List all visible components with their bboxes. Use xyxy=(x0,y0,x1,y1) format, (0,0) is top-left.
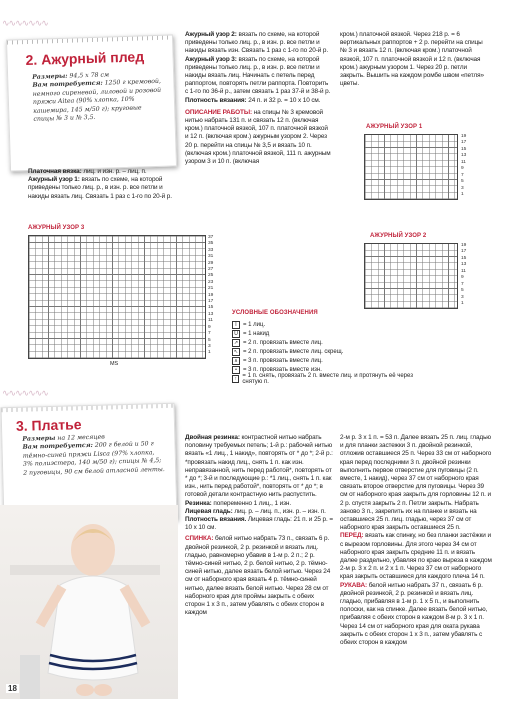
legend-text: = 1 лиц. xyxy=(243,321,266,328)
paragraph xyxy=(28,168,176,176)
row-number: 5 xyxy=(208,337,211,343)
row-number: 19 xyxy=(461,134,467,139)
row-number: 1 xyxy=(208,350,211,356)
row-number: 15 xyxy=(461,146,467,152)
row-number: 31 xyxy=(208,254,214,260)
legend-item xyxy=(232,320,422,329)
text-column-1 xyxy=(28,168,176,201)
para-label: РУКАВА: xyxy=(340,581,368,589)
decorative-wave: ∿∿∿∿∿∿∿ xyxy=(2,388,48,398)
paragraph xyxy=(185,97,332,105)
para-label: Двойная резинка: xyxy=(185,434,240,441)
para-label: Лицевая гладь: xyxy=(185,507,233,515)
size-label: Размеры xyxy=(22,434,56,443)
para-label: СПИНКА: xyxy=(185,535,214,543)
notebook-holes xyxy=(7,35,172,44)
row-number: 17 xyxy=(208,299,214,305)
row-number: 13 xyxy=(461,153,467,159)
row-number: 1 xyxy=(461,301,464,307)
row-number: 13 xyxy=(461,262,467,268)
para-label: Ажурный узор 3: xyxy=(185,55,237,63)
size-label: Размеры: xyxy=(32,72,68,81)
paragraph xyxy=(185,56,332,97)
size-value: на 12 месяцев xyxy=(57,433,105,442)
para-text: 24 п. и 32 р. = 10 х 10 см. xyxy=(246,96,321,104)
legend-item xyxy=(232,356,422,365)
legend-title: УСЛОВНЫЕ ОБОЗНАЧЕНИЯ xyxy=(232,310,318,316)
row-number: 23 xyxy=(208,279,214,285)
row-number: 35 xyxy=(208,241,214,247)
decorative-wave: ∿∿∿∿∿∿∿ xyxy=(2,18,48,28)
para-label: Ажурный узор 2: xyxy=(185,31,237,38)
para-text: лиц. и изн. р. – лиц. п. xyxy=(81,168,147,175)
row-number: 9 xyxy=(461,275,464,281)
para-label: Резинка: xyxy=(185,499,212,507)
para-text: Лицевая гладь: 21 п. и 25 р. = 10 х 10 см. xyxy=(185,516,333,532)
paragraph xyxy=(340,532,492,581)
pattern3-title: АЖУРНЫЙ УЗОР 3 xyxy=(28,225,85,231)
para-label: Платочная вязка: xyxy=(28,168,82,175)
row-number: 3 xyxy=(461,185,464,191)
row-number: 21 xyxy=(208,286,214,292)
row-number: 9 xyxy=(208,324,211,330)
row-number: 37 xyxy=(208,235,214,240)
dress-text-column-2 xyxy=(185,434,335,617)
row-number: 17 xyxy=(461,140,467,146)
row-number: 33 xyxy=(208,247,214,253)
baby-photo xyxy=(0,505,178,699)
para-label: ПЕРЕД: xyxy=(340,532,364,540)
para-text: попеременно 1 лиц., 1 изн. xyxy=(211,499,292,507)
text-column-3: кром.) платочной вязкой. Через 218 р. = 6 вертикальных раппортов + 2 р. перейти на спицы № 3 и вязать 12 п. (включая кром.) платочной вязкой, 107 п. платочной вязкой и 12 п. (включая кром.) ажурным узором 1. Через 20 р. петли закрыть. Вышить на каждом ромбе швом «петля» цветы. xyxy=(340,31,484,88)
legend-text: = 3 п. провязать вместе изн. xyxy=(243,366,322,373)
para-text: белой нитью набрать 37 п., связать 6 р. двойной резинкой, 2 р. резинкой и вязать лиц. гладью, прибавляя в 1-м р. 1 х 5 п., и выполнить полоски, как на спинке. Далее вязать белой нитью, прибавляя с обеих сторон в каждом 8-м р. 3 х 1 п. Через 14 см от наборного края для оката рукава закрыть с обеих сторон 1 х 3 п., затем убавлять с обеих сторон в каждом xyxy=(340,581,488,647)
note-text-dress xyxy=(22,432,165,478)
legend xyxy=(232,320,422,383)
row-number: 29 xyxy=(208,260,214,266)
row-number: 13 xyxy=(208,311,214,317)
para-label: Плотность вязания: xyxy=(185,96,247,104)
note-text-plaid xyxy=(32,70,164,124)
row-number: 1 xyxy=(461,192,464,198)
legend-item xyxy=(232,347,422,356)
page-number: 18 xyxy=(8,684,17,693)
paragraph xyxy=(185,508,335,516)
legend-symbol: • xyxy=(232,366,240,374)
legend-item xyxy=(232,374,422,383)
pattern2-title: АЖУРНЫЙ УЗОР 2 xyxy=(370,233,427,239)
para-text: белой нитью набрать 73 п., связать 6 р. двойной резинкой, 2 р. резинкой и вязать лиц. гладью, равномерно убавив в 1-м р. 2 п.; 2 р. тёмно-синей нитью, 2 р. белой нитью, 2 р. тёмно-синей нитью, далее вязать белой нитью. Через 24 см от наборного края вязать 4 р. тёмно-синей нитью, далее вязать белой нитью. Через 28 см от наборного края для проймы закрыть с обеих сторон 1 х 3 п., затем убавлять с обеих сторон в каждом xyxy=(185,535,331,617)
row-number: 7 xyxy=(461,281,464,287)
row-number: 11 xyxy=(461,268,466,274)
para-text: вязать по схеме, на которой приведены только лиц. р., в изн. р. все петли и накиды вязать изн. Связать 1 раз с 1-го по 20-й р. xyxy=(185,31,329,55)
legend-symbol: ↑ xyxy=(232,375,239,383)
row-number: 7 xyxy=(208,331,211,337)
section-title-dress: 3. Платье xyxy=(15,416,82,434)
paragraph xyxy=(340,434,492,532)
legend-symbol: U xyxy=(232,330,240,338)
notebook-holes xyxy=(2,404,174,413)
paragraph xyxy=(185,434,335,500)
size-value: 94,5 х 78 см xyxy=(69,71,110,80)
materials-value: 200 г белой и 50 г тёмно-синей пряжи Lisca (97% хлопка, 3% полиэстера, 140 м/50 г); спицы № 4,5; 2 пуговицы, 90 см белой атласной ленты. xyxy=(22,440,165,477)
baby-in-dress-image xyxy=(0,505,178,699)
legend-symbol: I xyxy=(232,321,240,329)
row-number: 17 xyxy=(461,249,467,255)
row-number: 15 xyxy=(208,305,214,311)
row-number: 5 xyxy=(461,288,464,294)
row-number: 19 xyxy=(208,292,214,298)
row-number: 3 xyxy=(461,294,464,300)
para-text: вязать по схеме, на которой приведены только лиц. р., в изн. р. все петли и накиды вязать лиц. Начинать с петель перед раппортом, повторять петли раппорта. Повторить с 1-го по 36-й р., затем связать 1 раз 37-й и 38-й р. xyxy=(185,55,331,96)
pattern3-chart xyxy=(28,235,206,359)
row-number: 25 xyxy=(208,273,214,279)
paragraph xyxy=(185,516,335,532)
para-text: на спицы № 3 кремовой нитью набрать 131 п. и связать 12 п. (включая кром.) платочной вязкой, 107 п. платочной вязкой и 12 п. (включая кром.) ажурным узором 2. Через 20 р. перейти на спицы № 3,5 и вязать 10 п. (включая кром.) платочной вязкой, 111 п. ажурным узором 3 и 10 п. (включая xyxy=(185,108,331,166)
paragraph xyxy=(185,500,335,508)
pattern3-row-numbers xyxy=(208,235,213,357)
legend-text: = 3 п. провязать вместе лиц. xyxy=(243,357,323,364)
para-text: лиц. р. – лиц. п., изн. р. – изн. п. xyxy=(232,507,326,515)
legend-text: = 1 накид xyxy=(243,330,270,337)
row-number: 5 xyxy=(461,179,464,185)
row-number: 15 xyxy=(461,255,467,261)
para-text: вязать по схеме, на которой приведены только лиц. р., в изн. р. все петли и накиды вязать лиц. Связать 1 раз с 1-го по 20-й р. xyxy=(28,176,172,200)
legend-text: = 2 п. провязать вместе лиц. скрещ. xyxy=(243,348,344,355)
paragraph xyxy=(340,582,492,648)
legend-text: = 2 п. провязать вместе лиц. xyxy=(243,339,323,346)
para-text: 2-м р. 3 х 1 п. = 53 п. Далее вязать 25 п. лиц. гладью и для планки застежки 3 п. двойной резинкой, отложив оставшиеся 25 п. Через 33 см от наборного края перед последними 3 п. двойной резинки выполнить первое отверстие для пуговицы (2 п. вместе, 1 накид), через 37 см от наборного края связать второе отверстие для пуговицы. Через 39 см от наборного края закрыть для горловины 12 п. и 2 р. спустя закрыть 2 п. Петли закрыть. Набрать заново 3 п., закрепить их на планке и вязать на оставшиеся 25 п. лиц. гладью, через 37 см от наборного края закрыть оставшиеся 25 п. xyxy=(340,434,492,532)
note-card-plaid xyxy=(6,34,177,171)
paragraph xyxy=(28,176,176,201)
pattern1-row-numbers xyxy=(461,134,466,199)
row-number: 27 xyxy=(208,267,214,273)
legend-symbol: ∧ xyxy=(232,357,240,365)
row-number: 9 xyxy=(461,166,464,172)
legend-item xyxy=(232,338,422,347)
legend-symbol: ↗ xyxy=(233,339,239,346)
materials-value: 1250 г кремовой, немного сиреневой, лиловой и розовой пряжи Aitea (90% хлопка, 10% кашемира, 145 м/50 г); круговые спицы № 3 и № 3,5. xyxy=(32,78,162,123)
para-text: контрастной нитью набрать половину требуемых петель; 1-й р.: рабочей нитью вязать «1 лиц., 1 накид», повторять от * до *; 2-й р.: *провязать накид лиц., снять 1 п. как изн. неправязанной, нить перед работой*, повторять от * до *; 3-й и последующие р.: *1 лиц., снять 1 п. как изн., нить перед работой*, повторять от * до *; в готовой детали контрастную нить распустить. xyxy=(185,434,333,499)
pattern1-chart xyxy=(364,134,458,200)
pattern2-row-numbers xyxy=(461,243,466,308)
row-number: 3 xyxy=(208,343,211,349)
repeat-marker-label: MS xyxy=(110,361,119,367)
repeat-marker-line xyxy=(28,358,204,359)
pattern1-title: АЖУРНЫЙ УЗОР 1 xyxy=(366,124,423,130)
legend-item xyxy=(232,329,422,338)
legend-symbol: ↖ xyxy=(233,348,239,355)
row-number: 11 xyxy=(461,159,466,165)
para-text: вязать как спинку, но без планки застёжки и с вырезом горловины. Для этого через 34 см от наборного края закрыть средние 11 п. и вязать далее раздельно, убавляя по краю выреза в каждом 2-м р. 3 х 2 п. и 2 х 1 п. Через 37 см от наборного края закрыть оставшиеся для каждого плеча 14 п. xyxy=(340,532,492,581)
para-label: ОПИСАНИЕ РАБОТЫ: xyxy=(185,108,253,116)
paragraph xyxy=(185,109,332,166)
row-number: 19 xyxy=(461,243,467,248)
para-label: Ажурный узор 1: xyxy=(28,176,80,184)
dress-text-column-3 xyxy=(340,434,492,647)
row-number: 11 xyxy=(208,318,213,324)
materials-label: Вам потребуется: xyxy=(22,442,93,452)
paragraph xyxy=(185,31,332,56)
materials-label: Вам потребуется: xyxy=(32,80,103,90)
text-column-2 xyxy=(185,31,332,166)
section-title-plaid: 2. Ажурный плед xyxy=(25,48,145,69)
legend-text: = 1 п. снять, провязать 2 п. вместе лиц. и протянуть её через снятую п. xyxy=(242,372,413,385)
pattern2-chart xyxy=(364,243,458,309)
row-number: 7 xyxy=(461,172,464,178)
para-label: Плотность вязания. xyxy=(185,516,247,524)
paragraph xyxy=(185,535,335,617)
